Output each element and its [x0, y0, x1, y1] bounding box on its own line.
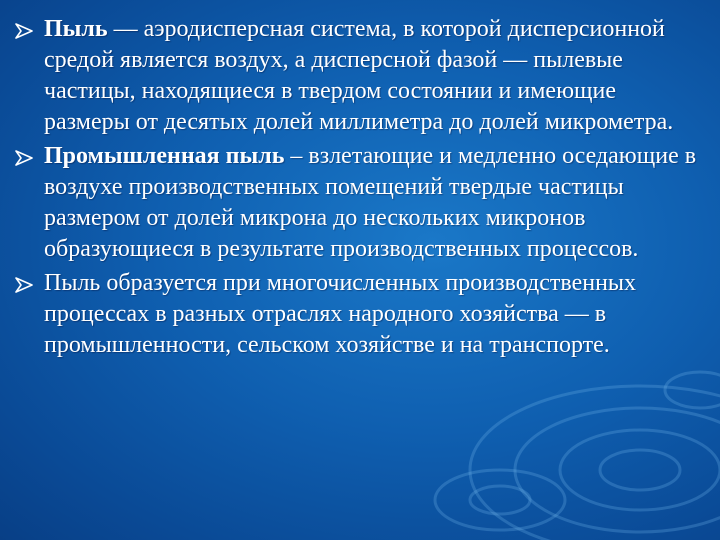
bullet-term: Пыль — [44, 16, 108, 42]
slide-content — [0, 14, 720, 364]
arrowhead-bullet-icon — [15, 150, 33, 166]
arrowhead-bullet-icon — [15, 277, 33, 293]
bullet-item — [0, 268, 720, 361]
bullet-text: – взлетающие и медленно оседающие в воздухе производственных помещений твердые частицы размером от долей микрона до нескольких микронов образующиеся в результате производственных процессов. — [44, 143, 697, 262]
bullet-text: Пыль образуется при многочисленных производственных процессах в разных отраслях народного хозяйства — в промышленности, сельском хозяйстве и на транспорте. — [44, 270, 637, 358]
bullet-item — [0, 14, 720, 138]
bullet-item — [0, 141, 720, 265]
bullet-text: — аэродисперсная система, в которой дисперсионной средой является воздух, а дисперсной фазой — пылевые частицы, находящиеся в твердом состоянии и имеющие размеры от десятых долей миллиметра до долей микрометра. — [44, 16, 674, 135]
bullet-term: Промышленная пыль — [44, 143, 285, 169]
arrowhead-bullet-icon — [15, 23, 33, 39]
